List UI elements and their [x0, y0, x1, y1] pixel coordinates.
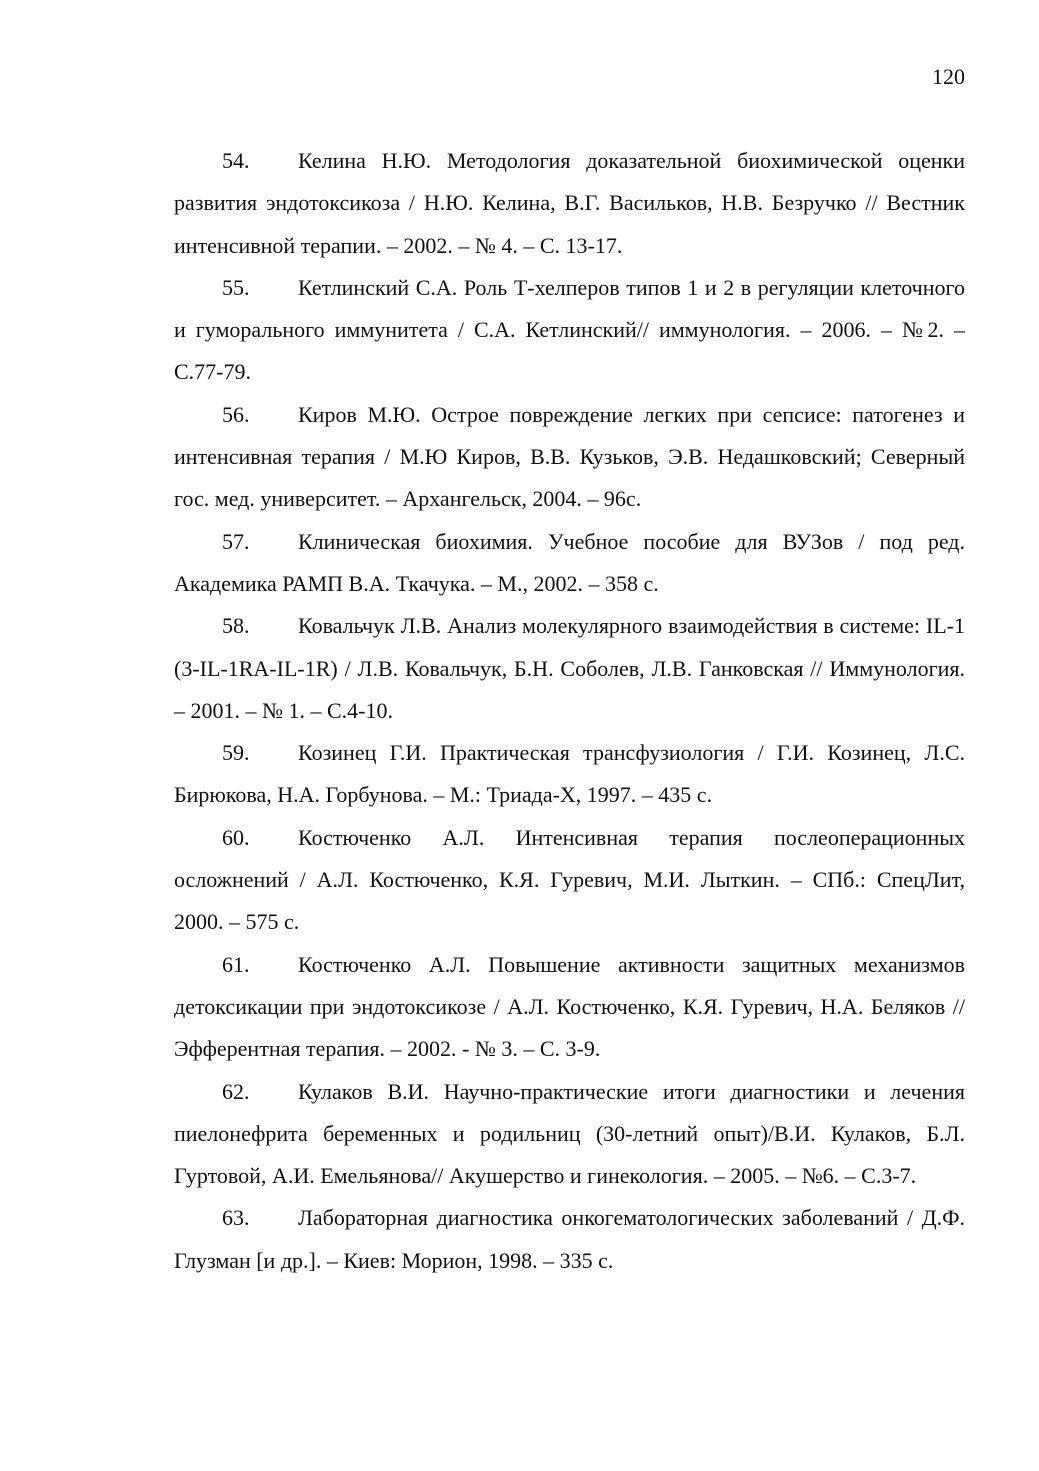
page-number: 120: [932, 64, 965, 89]
reference-text: Костюченко А.Л. Интенсивная терапия послеоперационных осложнений / А.Л. Костюченко, К.Я. Гуревич, М.И. Лыткин. – СПб.: СпецЛит, 2000. – 575 с.: [174, 824, 965, 935]
reference-item: [174, 394, 965, 521]
reference-number: 63.: [222, 1205, 250, 1231]
reference-text: Кетлинский С.А. Роль Т-хелперов типов 1 и 2 в регуляции клеточного и гуморального иммунитета / С.А. Кетлинский// иммунология. – 2006. – №2. – С.77-79.: [174, 274, 965, 385]
reference-number: 57.: [222, 528, 250, 554]
reference-item: [174, 732, 965, 817]
reference-text: Клиническая биохимия. Учебное пособие для ВУЗов / под ред. Академика РАМП В.А. Ткачука. – М., 2002. – 358 с.: [174, 528, 965, 596]
reference-item: [174, 1071, 965, 1198]
reference-text: Келина Н.Ю. Методология доказательной биохимической оценки развития эндотоксикоза / Н.Ю. Келина, В.Г. Васильков, Н.В. Безручко // Вестник интенсивной терапии. – 2002. – № 4. – С. 13-17.: [174, 148, 965, 258]
reference-number: 62.: [222, 1078, 250, 1104]
reference-text: Лабораторная диагностика онкогематологических заболеваний / Д.Ф. Глузман [и др.]. – Киев: Морион, 1998. – 335 с.: [174, 1205, 965, 1273]
reference-list: [174, 140, 965, 1282]
reference-item: [174, 817, 965, 944]
reference-item: [174, 944, 965, 1071]
reference-text: Ковальчук Л.В. Анализ молекулярного взаимодействия в системе: IL-1 (3-IL-1RA-IL-1R) / Л.В. Ковальчук, Б.Н. Соболев, Л.В. Ганковская // Иммунология. – 2001. – № 1. – С.4-10.: [174, 613, 965, 723]
reference-number: 59.: [222, 740, 250, 766]
reference-text: Костюченко А.Л. Повышение активности защитных механизмов детоксикации при эндотоксикозе / А.Л. Костюченко, К.Я. Гуревич, Н.А. Беляков // Эфферентная терапия. – 2002. - № 3. – С. 3-9.: [174, 951, 965, 1062]
reference-item: [174, 267, 965, 394]
reference-number: 61.: [222, 951, 250, 977]
reference-number: 55.: [222, 274, 250, 300]
reference-item: [174, 521, 965, 606]
reference-item: [174, 1197, 965, 1282]
reference-text: Козинец Г.И. Практическая трансфузиология / Г.И. Козинец, Л.С. Бирюкова, Н.А. Горбунова. – М.: Триада-Х, 1997. – 435 с.: [174, 740, 965, 808]
reference-number: 58.: [222, 613, 250, 639]
reference-number: 60.: [222, 824, 250, 850]
reference-number: 56.: [222, 401, 250, 427]
reference-item: [174, 140, 965, 267]
reference-number: 54.: [222, 148, 250, 173]
reference-text: Кулаков В.И. Научно-практические итоги диагностики и лечения пиелонефрита беременных и родильниц (30-летний опыт)/В.И. Кулаков, Б.Л. Гуртовой, А.И. Емельянова// Акушерство и гинекология. – 2005. – №6. – С.3-7.: [174, 1078, 965, 1189]
reference-text: Киров М.Ю. Острое повреждение легких при сепсисе: патогенез и интенсивная терапия / М.Ю Киров, В.В. Кузьков, Э.В. Недашковский; Северный гос. мед. университет. – Архангельск, 2004. – 96с.: [174, 401, 965, 512]
reference-item: [174, 605, 965, 732]
